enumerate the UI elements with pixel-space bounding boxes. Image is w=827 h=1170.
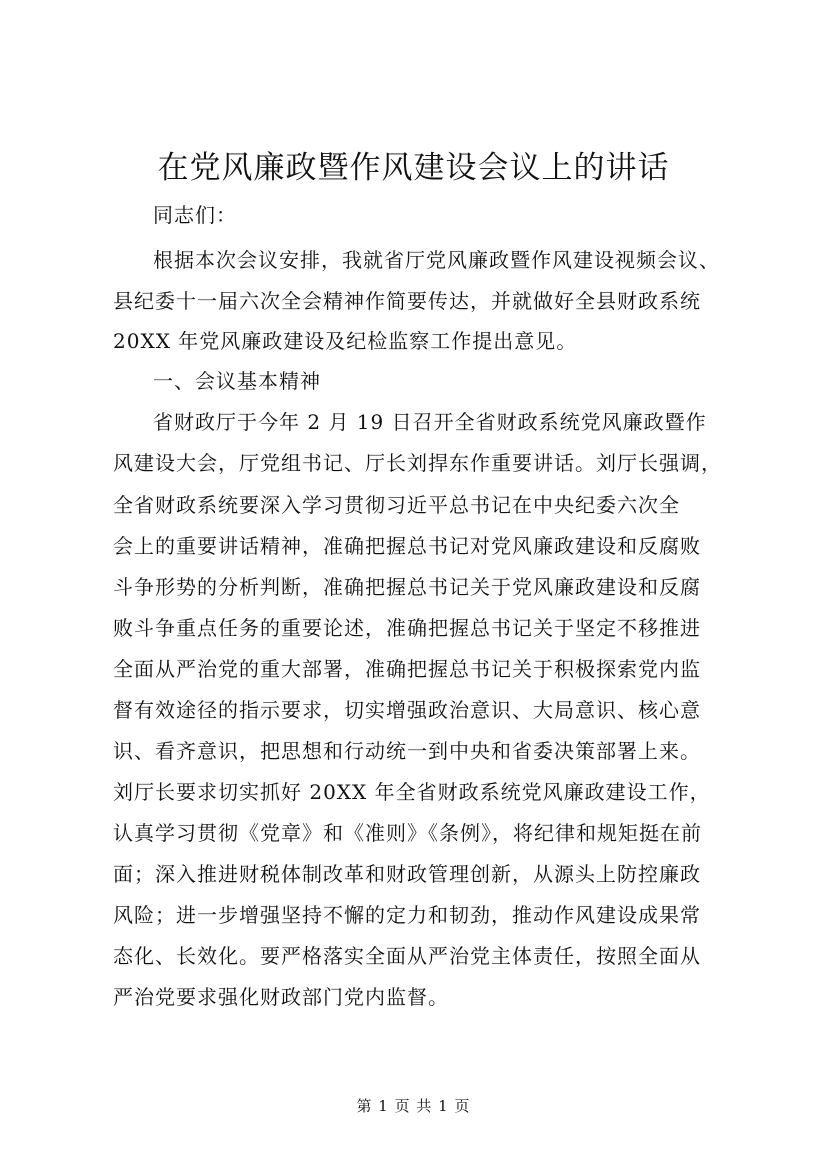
paragraph-line: 县纪委十一届六次全会精神作简要传达，并就做好全县财政系统 xyxy=(113,289,701,313)
document-title: 在党风廉政暨作风建设会议上的讲话 xyxy=(157,150,670,186)
paragraph-line: 20XX 年党风廉政建设及纪检监察工作提出意见。 xyxy=(113,329,578,353)
paragraph-line: 认真学习贯彻《党章》和《准则》《条例》，将纪律和规矩挺在前 xyxy=(113,821,702,845)
paragraph-line: 风险；进一步增强坚持不懈的定力和韧劲，推动作风建设成果常 xyxy=(113,903,701,927)
paragraph-line: 斗争形势的分析判断，准确把握总书记关于党风廉政建设和反腐 xyxy=(113,575,701,599)
paragraph-line: 风建设大会，厅党组书记、厅长刘捍东作重要讲话。刘厅长强调， xyxy=(113,451,722,475)
paragraph-line: 省财政厅于今年 2 月 19 日召开全省财政系统党风廉政暨作 xyxy=(153,410,707,434)
paragraph-line: 督有效途径的指示要求，切实增强政治意识、大局意识、核心意 xyxy=(113,698,701,722)
paragraph-line: 面；深入推进财税体制改革和财政管理创新，从源头上防控廉政 xyxy=(113,862,701,886)
salutation: 同志们： xyxy=(153,203,237,227)
paragraph-line: 态化、长效化。要严格落实全面从严治党主体责任，按照全面从 xyxy=(113,944,701,968)
paragraph-line: 识、看齐意识，把思想和行动统一到中央和省委决策部署上来。 xyxy=(113,739,701,763)
section-heading: 一、会议基本精神 xyxy=(153,369,321,393)
paragraph-line: 全面从严治党的重大部署，准确把握总书记关于积极探索党内监 xyxy=(113,657,701,681)
paragraph-line: 根据本次会议安排，我就省厅党风廉政暨作风建设视频会议、 xyxy=(153,248,720,272)
paragraph-line: 会上的重要讲话精神，准确把握总书记对党风廉政建设和反腐败 xyxy=(113,534,701,558)
page-footer: 第 1 页 共 1 页 xyxy=(356,1097,471,1115)
paragraph-line: 严治党要求强化财政部门党内监督。 xyxy=(113,985,449,1009)
paragraph-line: 刘厅长要求切实抓好 20XX 年全省财政系统党风廉政建设工作， xyxy=(113,780,711,804)
paragraph-line: 全省财政系统要深入学习贯彻习近平总书记在中央纪委六次全 xyxy=(113,493,680,517)
paragraph-line: 败斗争重点任务的重要论述，准确把握总书记关于坚定不移推进 xyxy=(113,616,701,640)
